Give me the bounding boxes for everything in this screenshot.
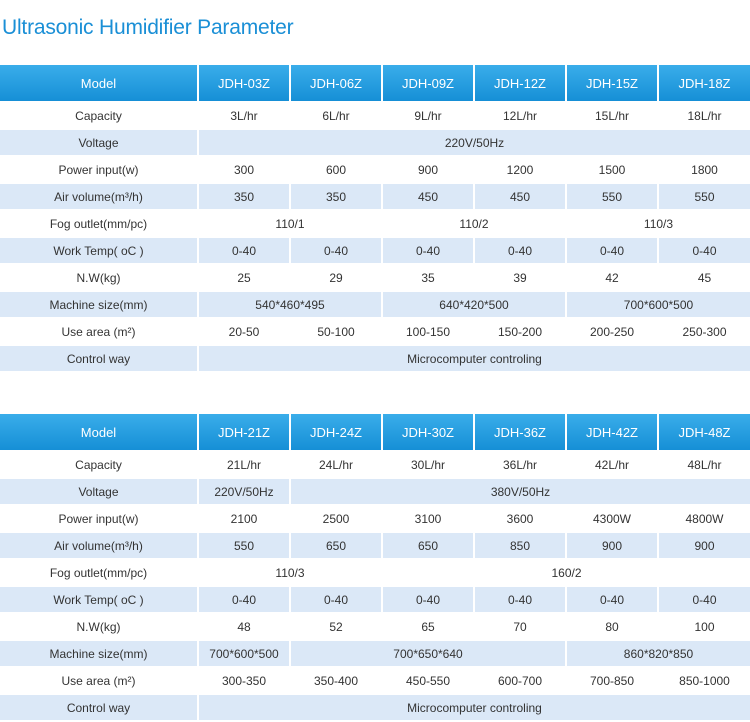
table-cell: 250-300	[658, 318, 750, 345]
table-cell: 540*460*495	[198, 291, 382, 318]
table-cell: 3600	[474, 505, 566, 532]
table-cell: 0-40	[658, 586, 750, 613]
table-cell: 24L/hr	[290, 451, 382, 478]
table-row	[0, 318, 750, 345]
table-cell: 110/1	[198, 210, 382, 237]
table-cell: 350-400	[290, 667, 382, 694]
table-cell: 3100	[382, 505, 474, 532]
table-row	[0, 694, 750, 721]
table-cell: 380V/50Hz	[290, 478, 750, 505]
table-cell: 700*600*500	[566, 291, 750, 318]
table-cell: 0-40	[566, 586, 658, 613]
table-cell: 220V/50Hz	[198, 129, 750, 156]
table-row	[0, 237, 750, 264]
table-cell: 150-200	[474, 318, 566, 345]
table-cell: 0-40	[658, 237, 750, 264]
header-model-jdh-09z: JDH-09Z	[382, 65, 474, 102]
table-cell: 52	[290, 613, 382, 640]
table-cell: 900	[382, 156, 474, 183]
header-model-jdh-06z: JDH-06Z	[290, 65, 382, 102]
table-cell: 110/3	[566, 210, 750, 237]
header-model-jdh-18z: JDH-18Z	[658, 65, 750, 102]
row-label: Power input(w)	[0, 505, 198, 532]
table-cell: 700-850	[566, 667, 658, 694]
table-cell: 200-250	[566, 318, 658, 345]
table-cell: 550	[658, 183, 750, 210]
table-cell: 39	[474, 264, 566, 291]
table-cell: 100	[658, 613, 750, 640]
table-cell: 80	[566, 613, 658, 640]
table-row	[0, 478, 750, 505]
table-cell: 0-40	[198, 586, 290, 613]
table-cell: Microcomputer controling	[198, 694, 750, 721]
table-cell: 6L/hr	[290, 102, 382, 129]
table-cell: 0-40	[382, 237, 474, 264]
table-cell: 110/2	[382, 210, 566, 237]
row-label: Use area (m²)	[0, 318, 198, 345]
table-row	[0, 291, 750, 318]
table-cell: 0-40	[566, 237, 658, 264]
row-label: Use area (m²)	[0, 667, 198, 694]
table-cell: 650	[290, 532, 382, 559]
table-cell: 35	[382, 264, 474, 291]
table-row	[0, 667, 750, 694]
table-header-row	[0, 414, 750, 451]
table-row	[0, 183, 750, 210]
row-label: Control way	[0, 345, 198, 372]
table-cell: 450	[474, 183, 566, 210]
table-cell: 9L/hr	[382, 102, 474, 129]
row-label: Air volume(m³/h)	[0, 183, 198, 210]
table-cell: 100-150	[382, 318, 474, 345]
table-cell: 42L/hr	[566, 451, 658, 478]
header-model-jdh-03z: JDH-03Z	[198, 65, 290, 102]
table-row	[0, 613, 750, 640]
table-cell: 65	[382, 613, 474, 640]
table-row	[0, 640, 750, 667]
table-cell: 1800	[658, 156, 750, 183]
table-row	[0, 586, 750, 613]
row-label: Voltage	[0, 478, 198, 505]
table-cell: 1200	[474, 156, 566, 183]
row-label: Power input(w)	[0, 156, 198, 183]
table-cell: 550	[198, 532, 290, 559]
table-row	[0, 532, 750, 559]
table-cell: 600	[290, 156, 382, 183]
table-cell: 12L/hr	[474, 102, 566, 129]
header-model-jdh-42z: JDH-42Z	[566, 414, 658, 451]
row-label: Voltage	[0, 129, 198, 156]
table-cell: 650	[382, 532, 474, 559]
table-cell: Microcomputer controling	[198, 345, 750, 372]
table-cell: 850-1000	[658, 667, 750, 694]
table-cell: 640*420*500	[382, 291, 566, 318]
table-row	[0, 451, 750, 478]
table-header-row	[0, 65, 750, 102]
table-cell: 48L/hr	[658, 451, 750, 478]
table-cell: 42	[566, 264, 658, 291]
table-cell: 700*600*500	[198, 640, 290, 667]
table-cell: 350	[290, 183, 382, 210]
table-cell: 0-40	[290, 237, 382, 264]
table-cell: 70	[474, 613, 566, 640]
row-label: Capacity	[0, 451, 198, 478]
table-cell: 21L/hr	[198, 451, 290, 478]
table-cell: 300	[198, 156, 290, 183]
table-cell: 1500	[566, 156, 658, 183]
spec-table-1	[0, 65, 750, 373]
table-cell: 450-550	[382, 667, 474, 694]
row-label: Fog outlet(mm/pc)	[0, 210, 198, 237]
table-cell: 20-50	[198, 318, 290, 345]
header-model-jdh-36z: JDH-36Z	[474, 414, 566, 451]
table-row	[0, 129, 750, 156]
table-cell: 0-40	[474, 237, 566, 264]
table-cell: 550	[566, 183, 658, 210]
header-model-label: Model	[0, 414, 198, 451]
row-label: Control way	[0, 694, 198, 721]
row-label: Air volume(m³/h)	[0, 532, 198, 559]
table-cell: 860*820*850	[566, 640, 750, 667]
table-cell: 450	[382, 183, 474, 210]
table-cell: 0-40	[474, 586, 566, 613]
table-row	[0, 156, 750, 183]
table-cell: 36L/hr	[474, 451, 566, 478]
table-cell: 160/2	[382, 559, 750, 586]
table-cell: 0-40	[198, 237, 290, 264]
spec-table-2	[0, 414, 750, 722]
table-cell: 48	[198, 613, 290, 640]
table-cell: 300-350	[198, 667, 290, 694]
header-model-jdh-48z: JDH-48Z	[658, 414, 750, 451]
row-label: N.W(kg)	[0, 264, 198, 291]
table-cell: 0-40	[382, 586, 474, 613]
table-cell: 45	[658, 264, 750, 291]
table-cell: 4800W	[658, 505, 750, 532]
table-cell: 0-40	[290, 586, 382, 613]
row-label: Work Temp( oC )	[0, 586, 198, 613]
page-title: Ultrasonic Humidifier Parameter	[2, 16, 294, 39]
table-row	[0, 345, 750, 372]
table-cell: 15L/hr	[566, 102, 658, 129]
table-cell: 850	[474, 532, 566, 559]
table-cell: 4300W	[566, 505, 658, 532]
table-cell: 900	[566, 532, 658, 559]
table-cell: 220V/50Hz	[198, 478, 290, 505]
table-row	[0, 210, 750, 237]
row-label: Fog outlet(mm/pc)	[0, 559, 198, 586]
header-model-jdh-15z: JDH-15Z	[566, 65, 658, 102]
header-model-jdh-21z: JDH-21Z	[198, 414, 290, 451]
table-cell: 50-100	[290, 318, 382, 345]
table-cell: 25	[198, 264, 290, 291]
table-cell: 700*650*640	[290, 640, 566, 667]
table-cell: 29	[290, 264, 382, 291]
table-cell: 18L/hr	[658, 102, 750, 129]
table-cell: 2100	[198, 505, 290, 532]
table-row	[0, 102, 750, 129]
header-model-jdh-30z: JDH-30Z	[382, 414, 474, 451]
row-label: Work Temp( oC )	[0, 237, 198, 264]
table-cell: 600-700	[474, 667, 566, 694]
row-label: N.W(kg)	[0, 613, 198, 640]
table-cell: 110/3	[198, 559, 382, 586]
header-model-label: Model	[0, 65, 198, 102]
row-label: Machine size(mm)	[0, 640, 198, 667]
header-model-jdh-24z: JDH-24Z	[290, 414, 382, 451]
row-label: Machine size(mm)	[0, 291, 198, 318]
table-cell: 350	[198, 183, 290, 210]
table-row	[0, 559, 750, 586]
header-model-jdh-12z: JDH-12Z	[474, 65, 566, 102]
table-row	[0, 505, 750, 532]
table-row	[0, 264, 750, 291]
table-cell: 2500	[290, 505, 382, 532]
table-cell: 900	[658, 532, 750, 559]
row-label: Capacity	[0, 102, 198, 129]
table-cell: 3L/hr	[198, 102, 290, 129]
table-cell: 30L/hr	[382, 451, 474, 478]
